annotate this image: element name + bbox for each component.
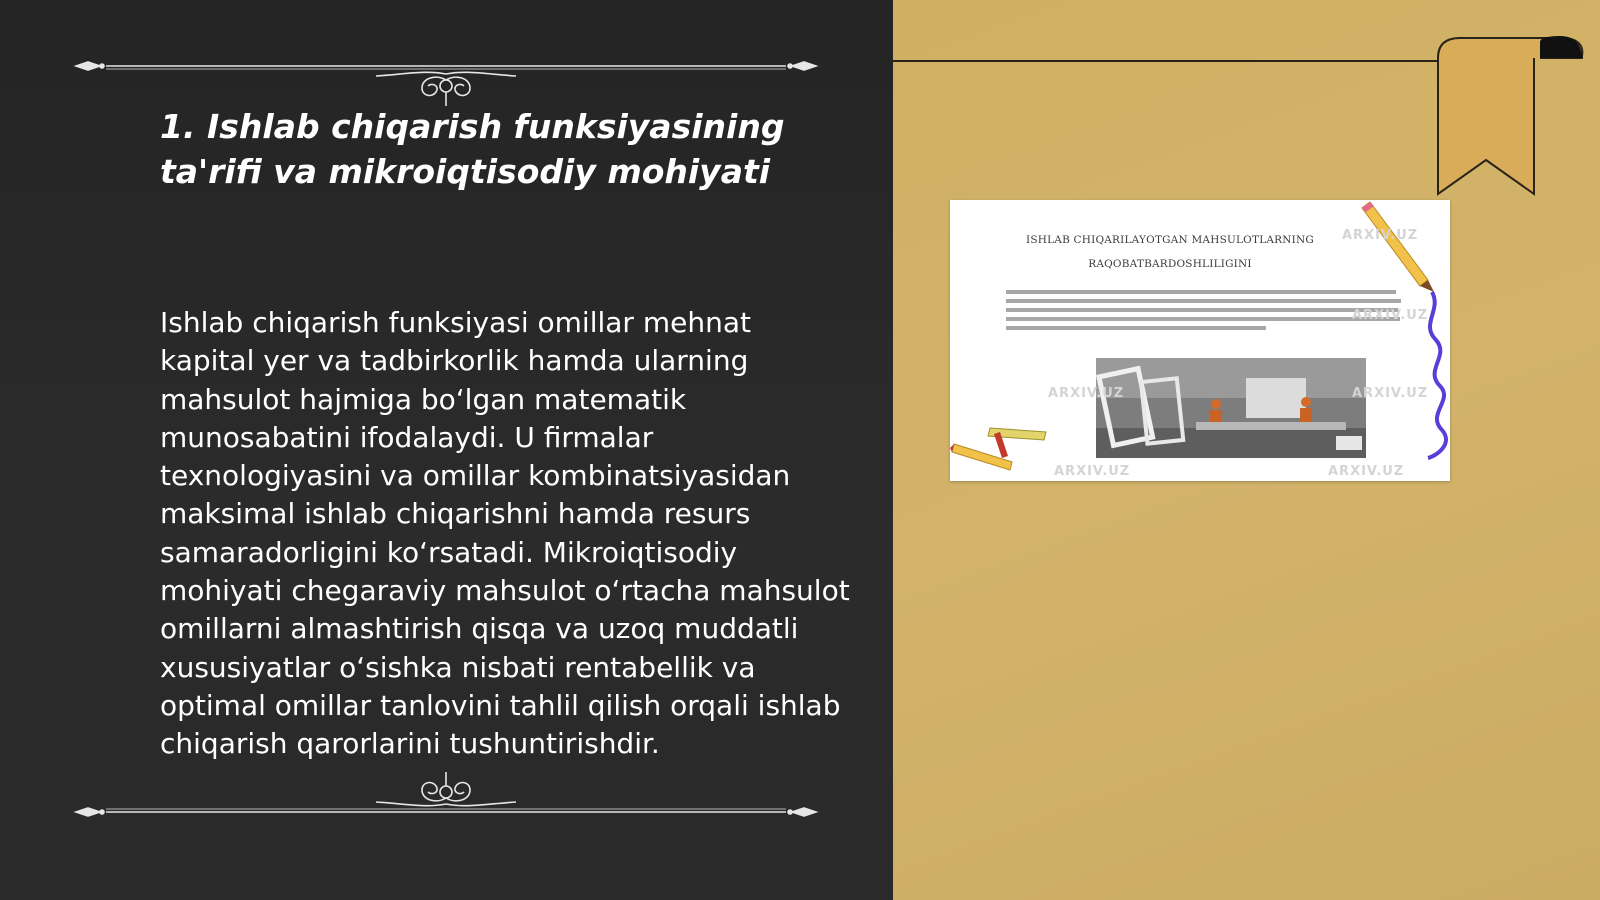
- document-thumbnail-image: [950, 200, 1450, 481]
- watermark-text: ARXIV.UZ: [1328, 464, 1405, 479]
- flourish-divider-icon: [66, 770, 826, 830]
- watermark-text: ARXIV.UZ: [1342, 228, 1419, 243]
- watermark-text: ARXIV.UZ: [1352, 386, 1429, 401]
- watermark-text: ARXIV.UZ: [1048, 386, 1125, 401]
- watermark-text: ARXIV.UZ: [1054, 464, 1131, 479]
- slide-body-text: Ishlab chiqarish funksiyasi omillar mehnat kapital yer va tadbirkorlik hamda ularning mahsulot hajmiga bo‘lgan matematik munosabatini ifodalaydi. U firmalar texnologiyasini va omillar kombinatsiyasidan maksimal ishlab chiqarishni hamda resurs samaradorligini ko‘rsatadi. Mikroiqtisodiy mohiyati chegaraviy mahsulot o‘rtacha mahsulot omillarni almashtirish qisqa va uzoq muddatli xususiyatlar o‘sishka nisbati rentabellik va optimal omillar tanlovini tahlil qilish orqali ishlab chiqarish qarorlarini tushuntirishdir.: [160, 306, 850, 761]
- watermark-text: ARXIV.UZ: [1352, 308, 1429, 323]
- slide-title: 1. Ishlab chiqarish funksiyasining ta'rifi va mikroiqtisodiy mohiyati: [160, 107, 785, 191]
- thumbnail-title: ISHLAB CHIQARILAYOTGAN MAHSULOTLARNING RAQOBATBARDOSHLILIGINI: [1026, 234, 1314, 270]
- divider-line: [893, 60, 1438, 62]
- flourish-divider-icon: [66, 50, 826, 110]
- bookmark-ribbon-icon: [1436, 36, 1584, 200]
